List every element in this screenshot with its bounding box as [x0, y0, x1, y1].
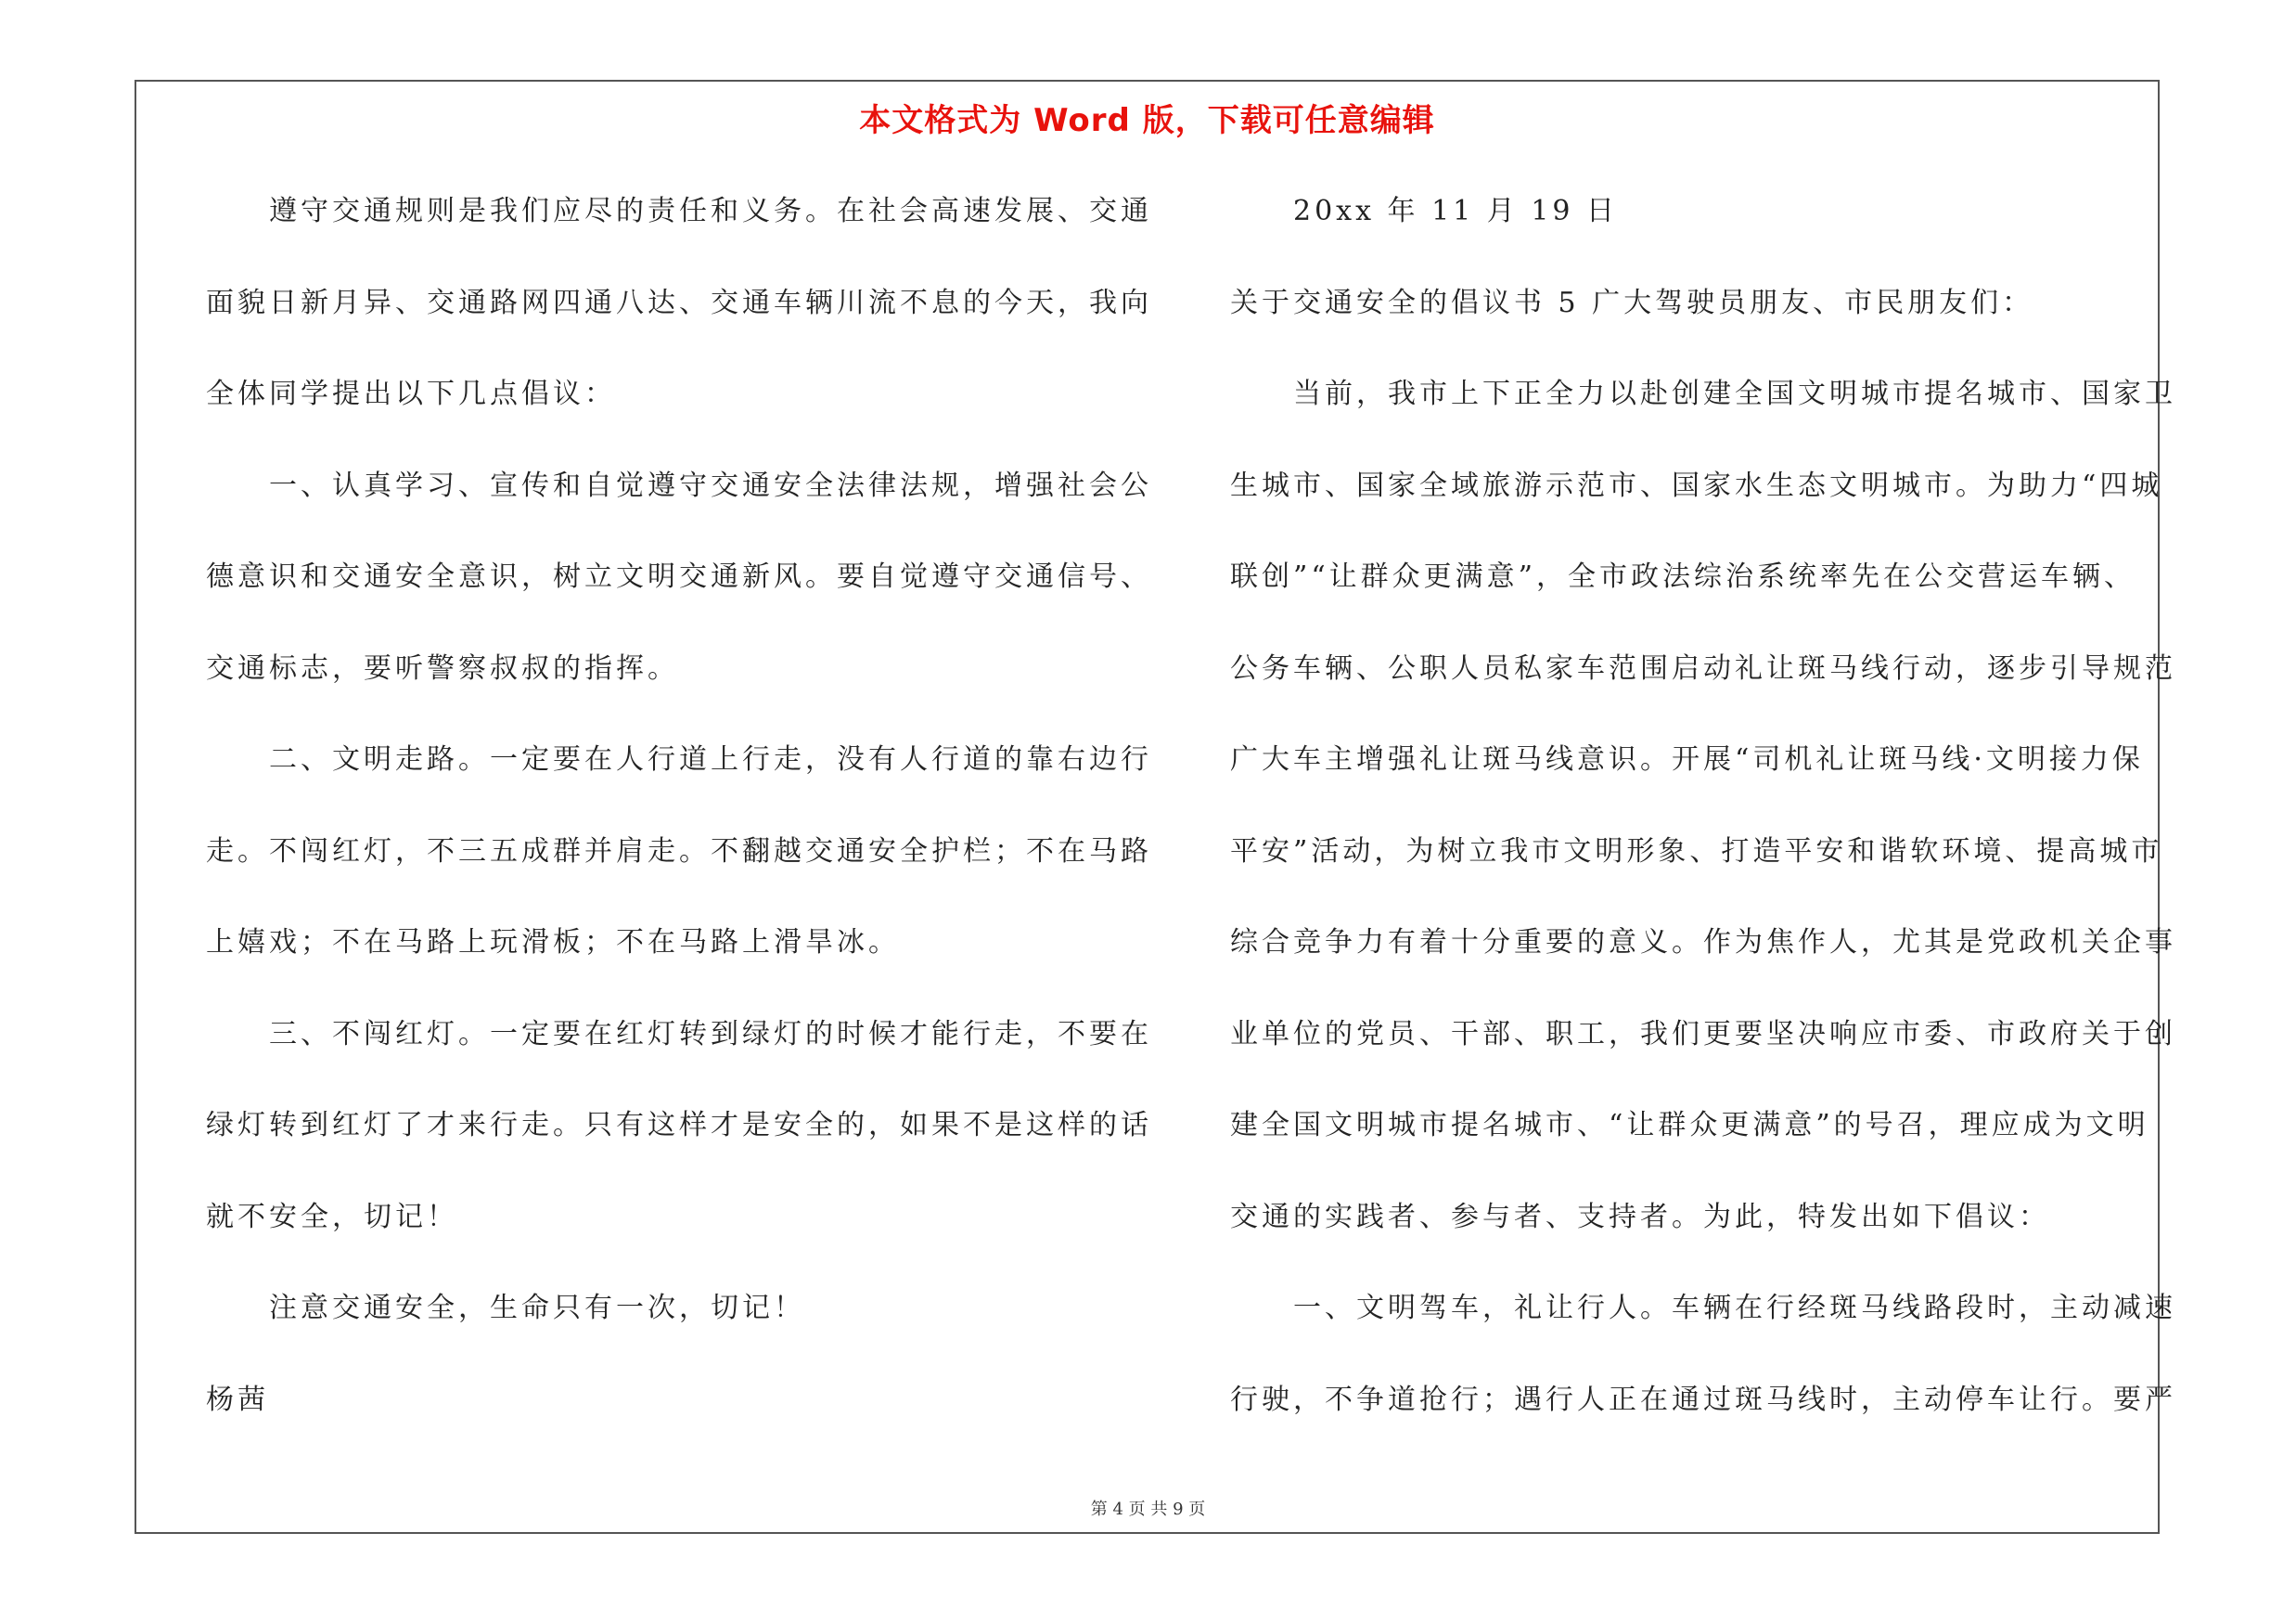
left-line-10: 三、不闯红灯。一定要在红灯转到绿灯的时候才能行走，不要在 [269, 1017, 1152, 1050]
left-line-4: 一、认真学习、宣传和自觉遵守交通安全法律法规，增强社会公 [269, 469, 1152, 502]
signature-name: 杨茜 [206, 1383, 269, 1416]
right-line-13: 一、文明驾车，礼让行人。车辆在行经斑马线路段时，主动减速 [1293, 1292, 2176, 1324]
left-line-13: 注意交通安全，生命只有一次，切记！ [269, 1292, 805, 1324]
right-column [1230, 179, 2176, 1459]
left-line-9: 上嬉戏；不在马路上玩滑板；不在马路上滑旱冰。 [206, 926, 900, 959]
format-notice-banner: 本文格式为 Word 版，下载可任意编辑 [859, 102, 1435, 139]
right-line-6: 公务车辆、公职人员私家车范围启动礼让斑马线行动，逐步引导规范 [1230, 651, 2176, 685]
right-line-11: 建全国文明城市提名城市、“让群众更满意”的号召，理应成为文明 [1230, 1109, 2149, 1141]
right-line-14: 行驶，不争道抢行；遇行人正在通过斑马线时，主动停车让行。要严 [1230, 1383, 2176, 1416]
right-line-3: 当前，我市上下正全力以赴创建全国文明城市提名城市、国家卫 [1293, 378, 2176, 410]
right-line-5: 联创”“让群众更满意”，全市政法综治系统率先在公交营运车辆、 [1230, 560, 2136, 593]
left-line-5: 德意识和交通安全意识，树立文明交通新风。要自觉遵守交通信号、 [206, 560, 1152, 593]
left-line-1: 遵守交通规则是我们应尽的责任和义务。在社会高速发展、交通 [269, 195, 1152, 227]
left-line-12: 就不安全，切记！ [206, 1200, 458, 1233]
left-line-11: 绿灯转到红灯了才来行走。只有这样才是安全的，如果不是这样的话 [206, 1109, 1152, 1141]
page-number-footer: 第 4 页 共 9 页 [1090, 1500, 1206, 1519]
left-line-7: 二、文明走路。一定要在人行道上行走，没有人行道的靠右边行 [269, 743, 1152, 776]
right-line-8: 平安”活动，为树立我市文明形象、打造平安和谐软环境、提高城市 [1230, 834, 2163, 868]
right-line-2: 关于交通安全的倡议书 5 广大驾驶员朋友、市民朋友们： [1230, 286, 2034, 319]
right-line-4: 生城市、国家全域旅游示范市、国家水生态文明城市。为助力“四城 [1230, 469, 2163, 502]
left-line-2: 面貌日新月异、交通路网四通八达、交通车辆川流不息的今天，我向 [206, 286, 1152, 319]
left-line-8: 走。不闯红灯，不三五成群并肩走。不翻越交通安全护栏；不在马路 [206, 834, 1152, 868]
right-line-9: 综合竞争力有着十分重要的意义。作为焦作人，尤其是党政机关企事 [1230, 926, 2176, 959]
right-line-7: 广大车主增强礼让斑马线意识。开展“司机礼让斑马线·文明接力保 [1230, 743, 2144, 776]
date-line: 20xx 年 11 月 19 日 [1293, 195, 1619, 227]
left-line-6: 交通标志，要听警察叔叔的指挥。 [206, 651, 679, 685]
left-line-3: 全体同学提出以下几点倡议： [206, 378, 616, 410]
left-column [206, 179, 1152, 1459]
right-line-12: 交通的实践者、参与者、支持者。为此，特发出如下倡议： [1230, 1200, 2050, 1233]
right-line-10: 业单位的党员、干部、职工，我们更要坚决响应市委、市政府关于创 [1230, 1017, 2176, 1050]
